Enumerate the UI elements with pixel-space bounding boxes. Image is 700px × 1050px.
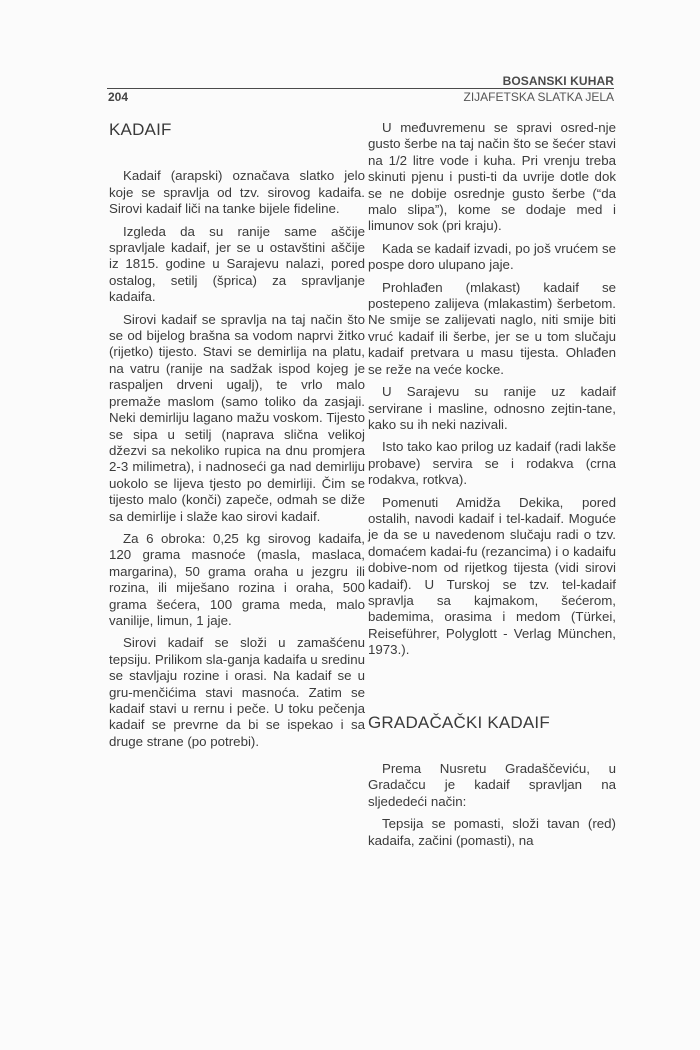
paragraph: Sirovi kadaif se složi u zamašćenu tepsiju. Prilikom sla-ganja kadaifa u sredinu se stavljaju rozine i orasi. Na kadaif se u gru-menčićima stavi masnoća. Zatim se kadaif stavi u rernu i peče. U toku pečenja kadaif se prevrne da bi se ispekao i sa druge strane (po potrebi). bbox=[109, 635, 365, 749]
ingredients-paragraph: Za 6 obroka: 0,25 kg sirovog kadaifa, 120 grama masnoće (masla, maslaca, margarina), 50 grama oraha u jezgru ili rozina, ili miješano rozina i oraha, 500 grama šećera, 100 grama meda, malo vanilije, limun, 1 jaje. bbox=[109, 530, 365, 628]
page-number: 204 bbox=[108, 90, 129, 104]
left-column bbox=[109, 110, 365, 756]
paragraph: U Sarajevu su ranije uz kadaif servirane i masline, odnosno zejtin-tane, kako su ih neki nazivali. bbox=[368, 384, 616, 432]
paragraph: Tepsija se pomasti, složi tavan (red) kadaifa, začini (pomasti), na bbox=[368, 816, 616, 848]
right-column bbox=[368, 110, 616, 855]
running-head-chapter-title: ZIJAFETSKA SLATKA JELA bbox=[463, 90, 614, 104]
paragraph: Prohlađen (mlakast) kadaif se postepeno zalijeva (mlakastim) šerbetom. Ne smije se zalijevati naglo, niti smije biti vruć kadaif ili šerbe, jer se u tom slučaju kadaif pretvara u masu tijesta. Ohlađen se reže na veće kocke. bbox=[368, 279, 616, 377]
paragraph: Izgleda da su ranije same aščije spravljale kadaif, jer se u ostavštini aščije iz 1815. godine u Sarajevu nalazi, pored ostalog, setilj (šprica) za spravljanje kadaifa. bbox=[109, 223, 365, 305]
paragraph: Sirovi kadaif se spravlja na taj način što se od bijelog brašna sa vodom naprvi žitko (rijetko) tijesto. Stavi se demirlija na platu, na vatru (ranije na sadžak ispod kojeg je raspaljen drveni ugalj), te vrlo malo premaže maslom (samo toliko da zasjaji. Neki demirliju lagano mažu voskom. Tijesto se sipa u setilj (naprava slična velikoj džezvi sa nekoliko rupica na dnu promjera 2-3 milimetra), i nadnoseći ga nad demirliju uokolo se lijeva tjesto po demirliji. Čim se tijesto malo (konči) zapeče, odmah se diže sa demirlije i slaže kao sirovi kadaif. bbox=[109, 311, 365, 524]
running-head-book-title: BOSANSKI KUHAR bbox=[502, 74, 614, 88]
section-title-kadaif: KADAIF bbox=[109, 120, 172, 139]
paragraph: Kada se kadaif izvadi, po još vrućem se pospe doro ulupano jaje. bbox=[368, 240, 616, 273]
header-rule bbox=[107, 88, 614, 89]
paragraph: Pomenuti Amidža Dekika, pored ostalih, navodi kadaif i tel-kadaif. Moguće je da se u navedenom slučaju radi o tzv. domaćem kadai-fu (rezancima) i o kadaifu dobive-nom od rijetkog tijesta (vidi sirovi kadaif). U Turskoj se tzv. tel-kadaif spravlja sa kajmakom, šećerom, bademima, orasima i medom (Türkei, Reiseführer, Polyglott - Verlag München, 1973.). bbox=[368, 494, 616, 658]
section-title-gradacacki-kadaif: GRADAČAČKI KADAIF bbox=[368, 712, 550, 732]
paragraph: U međuvremenu se spravi osred-nje gusto šerbe na taj način što se šećer stavi na 1/2 litre vode i kuha. Pri vrenju treba skinuti pjenu i pusti-ti da uvrije dotle dok se ne dobije osrednje gusto šerbe (“da malo slipa”), kome se dodaje med i limunov sok (pri kraju). bbox=[368, 120, 616, 234]
paragraph: Isto tako kao prilog uz kadaif (radi lakše probave) servira se i rodakva (crna rodakva, rotkva). bbox=[368, 439, 616, 488]
paragraph: Kadaif (arapski) označava slatko jelo koje se spravlja od tzv. sirovog kadaifa. Sirovi kadaif liči na tanke bijele fideline. bbox=[109, 168, 365, 217]
paragraph: Prema Nusretu Gradaščeviću, u Gradačcu je kadaif spravljan na sljededeći način: bbox=[368, 761, 616, 809]
